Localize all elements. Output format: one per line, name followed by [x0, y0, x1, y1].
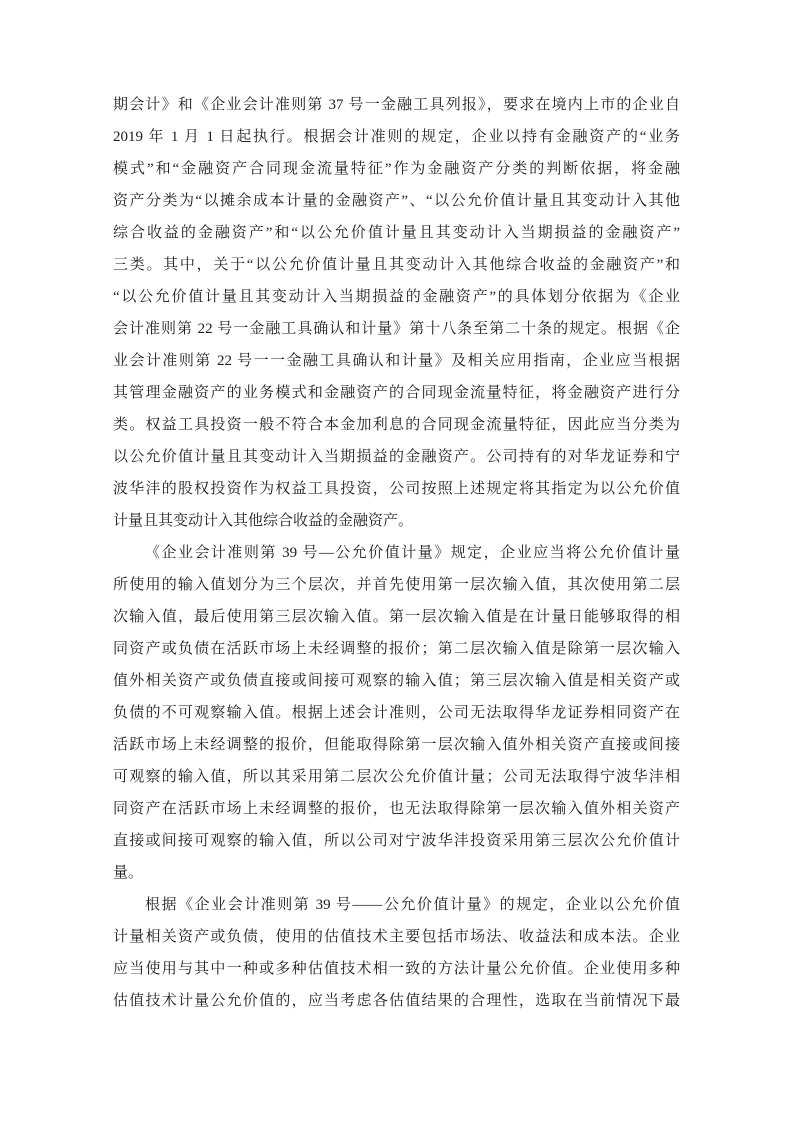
text-line: 值外相关资产或负债直接或间接可观察的输入值；第三层次输入值是相关资产或 [113, 673, 680, 689]
text-line: 计量相关资产或负债，使用的估值技术主要包括市场法、收益法和成本法。企业 [113, 929, 680, 945]
text-line: 次输入值，最后使用第三层次输入值。第一层次输入值是在计量日能够取得的相 [113, 609, 680, 625]
text-line: 所使用的输入值划分为三个层次，并首先使用第一层次输入值，其次使用第二层 [113, 577, 680, 593]
text-line: 期会计》和《企业会计准则第 37 号一金融工具列报》，要求在境内上市的企业自 [113, 97, 680, 113]
paragraph-1 [113, 89, 680, 537]
text-line: 资产分类为“以摊余成本计量的金融资产”、“以公允价值计量且其变动计入其他 [113, 193, 680, 209]
text-line: 活跃市场上未经调整的报价，但能取得除第一层次输入值外相关资产直接或间接 [113, 737, 680, 753]
paragraph-2 [113, 537, 680, 889]
text-line: 量。 [113, 865, 144, 881]
text-block [113, 89, 680, 1017]
text-line: 直接或间接可观察的输入值，所以公司对宁波华沣投资采用第三层次公允价值计 [113, 833, 680, 849]
text-line: 可观察的输入值，所以其采用第二层次公允价值计量；公司无法取得宁波华沣相 [113, 769, 680, 785]
text-line: 类。权益工具投资一般不符合本金加利息的合同现金流量特征，因此应当分类为 [113, 417, 680, 433]
text-line: 同资产或负债在活跃市场上未经调整的报价；第二层次输入值是除第一层次输入 [113, 641, 680, 657]
paragraph-3 [113, 889, 680, 1017]
text-line: 2019 年 1 月 1 日起执行。根据会计准则的规定，企业以持有金融资产的“业务 [113, 129, 680, 145]
text-line: 以公允价值计量且其变动计入当期损益的金融资产。公司持有的对华龙证券和宁 [113, 449, 680, 465]
text-line: 其管理金融资产的业务模式和金融资产的合同现金流量特征，将金融资产进行分 [113, 385, 680, 401]
text-line: 业会计准则第 22 号一一金融工具确认和计量》及相关应用指南，企业应当根据 [113, 353, 680, 369]
text-line: 应当使用与其中一种或多种估值技术相一致的方法计量公允价值。企业使用多种 [113, 961, 680, 977]
text-line: “以公允价值计量且其变动计入当期损益的金融资产”的具体划分依据为《企业 [113, 289, 680, 305]
text-line: 根据《企业会计准则第 39 号——公允价值计量》的规定，企业以公允价值 [145, 897, 680, 913]
text-line: 《企业会计准则第 39 号—公允价值计量》规定，企业应当将公允价值计量 [145, 545, 680, 561]
text-line: 波华沣的股权投资作为权益工具投资，公司按照上述规定将其指定为以公允价值 [113, 481, 680, 497]
text-line: 会计准则第 22 号一金融工具确认和计量》第十八条至第二十条的规定。根据《企 [113, 321, 680, 337]
text-line: 估值技术计量公允价值的，应当考虑各估值结果的合理性，选取在当前情况下最 [113, 993, 680, 1009]
text-line: 三类。其中，关于“以公允价值计量且其变动计入其他综合收益的金融资产”和 [113, 257, 680, 273]
text-line: 综合收益的金融资产”和“以公允价值计量且其变动计入当期损益的金融资产” [113, 225, 680, 241]
text-line: 同资产在活跃市场上未经调整的报价，也无法取得除第一层次输入值外相关资产 [113, 801, 680, 817]
text-line: 负债的不可观察输入值。根据上述会计准则，公司无法取得华龙证券相同资产在 [113, 705, 680, 721]
text-line: 模式”和“金融资产合同现金流量特征”作为金融资产分类的判断依据，将金融 [113, 161, 680, 177]
text-line: 计量且其变动计入其他综合收益的金融资产。 [113, 513, 414, 529]
